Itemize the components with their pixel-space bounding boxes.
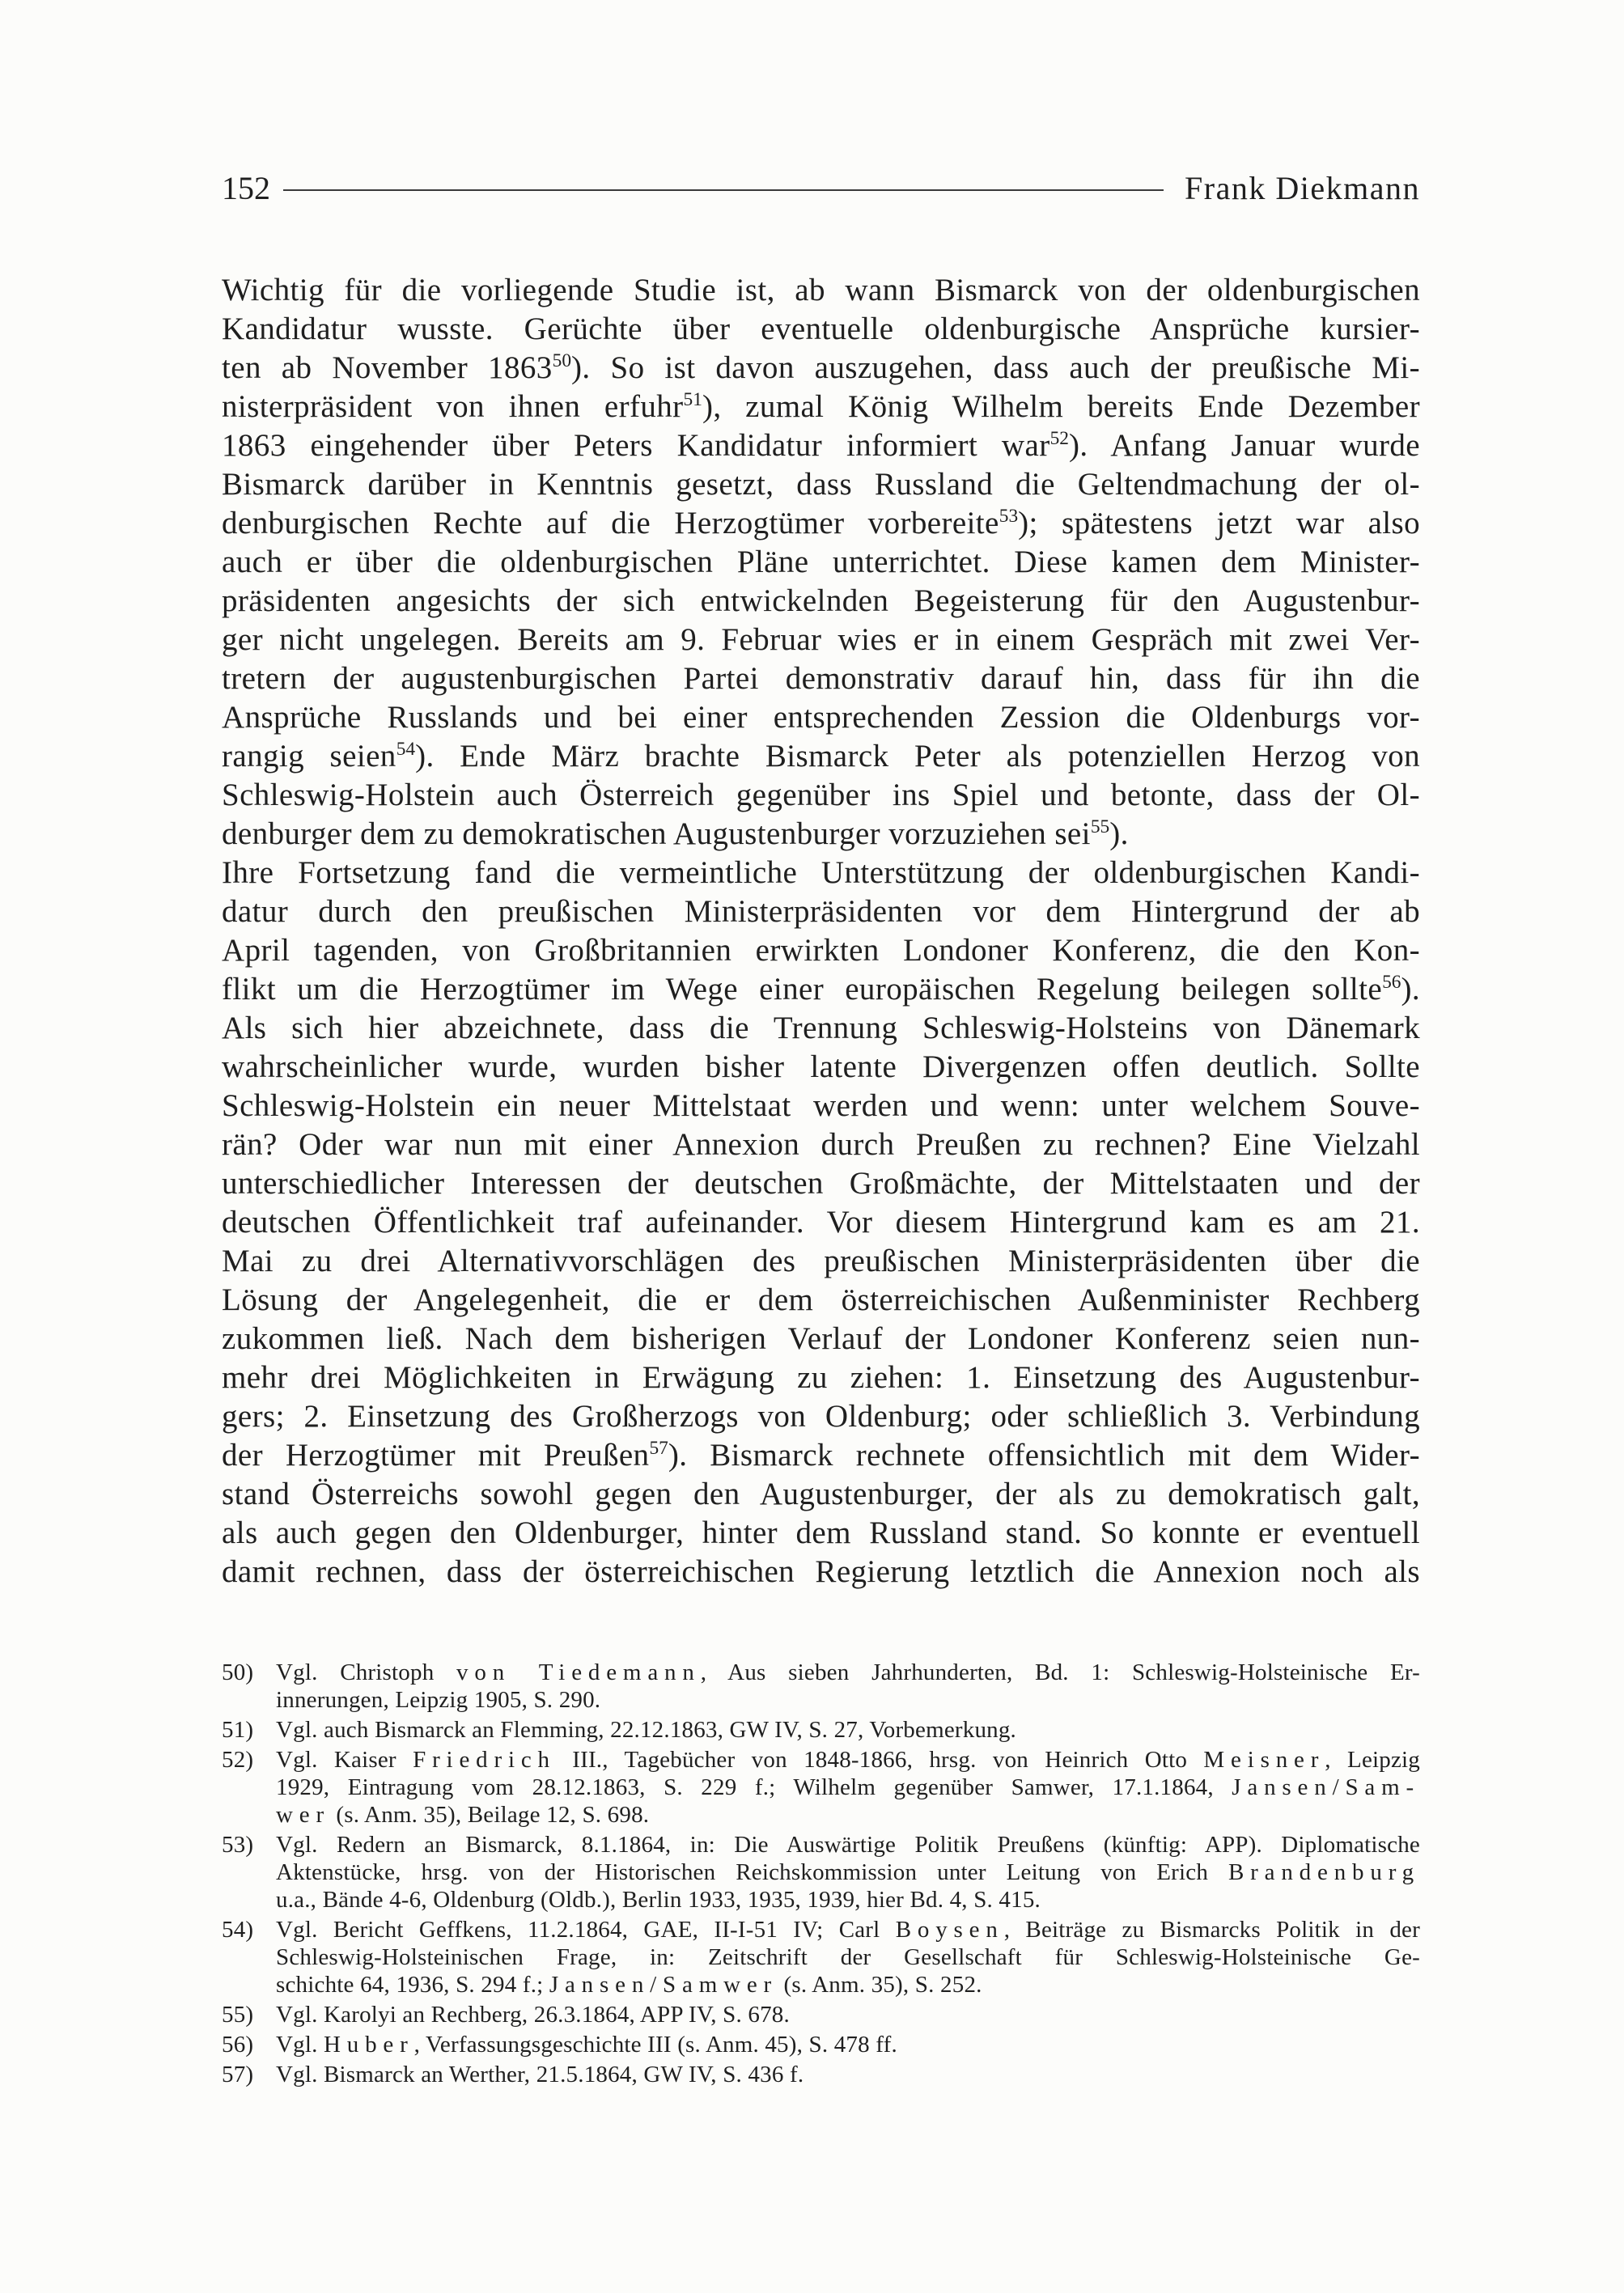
footnote-text <box>276 2001 1420 2028</box>
footnote-line <box>276 2061 1420 2088</box>
text-run: rän? Oder war nun mit einer Annexion durch Preußen zu rechnen? Eine Vielzahl <box>222 1127 1420 1162</box>
footnote-number: 55) <box>222 2002 254 2028</box>
footnote-line <box>276 2031 1420 2058</box>
footnote-reference: 54 <box>396 738 416 760</box>
text-run: ). Ende März brachte Bismarck Peter als potenziellen Herzog von <box>415 739 1420 774</box>
footnote-reference: 53 <box>999 505 1019 527</box>
footnote-line <box>276 1686 1420 1714</box>
text-run: mehr drei Möglichkeiten in Erwägung zu ziehen: 1. Einsetzung des Augustenbur- <box>222 1360 1420 1395</box>
body-line <box>222 1358 1420 1397</box>
text-run: auch er über die oldenburgischen Pläne unterrichtet. Diese kamen dem Minister- <box>222 545 1420 579</box>
body-line <box>222 1436 1420 1475</box>
text-run: Vgl. Christoph <box>276 1659 457 1685</box>
header-rule <box>283 189 1164 191</box>
text-run: Vgl. auch Bismarck an Flemming, 22.12.1863, GW IV, S. 27, Vorbemerkung. <box>276 1717 1017 1743</box>
text-run: schichte 64, 1936, S. 294 f.; <box>276 1972 549 1998</box>
letterspaced-name: Jansen/Samwer <box>549 1972 778 1998</box>
text-run: (s. Anm. 35), S. 252. <box>778 1972 982 1998</box>
text-run: Schleswig-Holstein auch Österreich gegenüber ins Spiel und betonte, dass der Ol- <box>222 778 1420 812</box>
body-line <box>222 1320 1420 1358</box>
text-run: April tagenden, von Großbritannien erwirkten Londoner Konferenz, die den Kon- <box>222 933 1420 968</box>
footnotes <box>222 1659 1420 2091</box>
body-line <box>222 1553 1420 1592</box>
footnote-number: 53) <box>222 1832 254 1858</box>
body-line <box>222 621 1420 659</box>
text-run: (s. Anm. 35), Beilage 12, S. 698. <box>329 1802 650 1828</box>
text-run: Ihre Fortsetzung fand die vermeintliche Unterstützung der oldenburgischen Kandi- <box>222 855 1420 890</box>
body-line <box>222 504 1420 543</box>
body-line <box>222 970 1420 1009</box>
footnote-text <box>276 1746 1420 1829</box>
text-run: innerungen, Leipzig 1905, S. 290. <box>276 1687 601 1713</box>
footnote-text <box>276 1716 1420 1744</box>
body-line <box>222 659 1420 698</box>
footnote-number: 56) <box>222 2032 254 2058</box>
text-run: Vgl. Karolyi an Rechberg, 26.3.1864, APP IV, S. 678. <box>276 2002 790 2028</box>
running-header <box>222 169 1420 208</box>
footnote-number: 51) <box>222 1717 254 1743</box>
footnote-reference: 50 <box>552 350 572 371</box>
text-run: Vgl. Redern an Bismarck, 8.1.1864, in: Die Auswärtige Politik Preußens (künftig: APP). Diplomatische <box>276 1832 1420 1858</box>
body-line <box>222 1125 1420 1164</box>
text-run: flikt um die Herzogtümer im Wege einer europäischen Regelung beilegen sollte <box>222 972 1383 1007</box>
footnote-line <box>276 1831 1420 1859</box>
footnote <box>222 2061 1420 2088</box>
body-line <box>222 698 1420 737</box>
text-run: wahrscheinlicher wurde, wurden bisher latente Divergenzen offen deutlich. Sollte <box>222 1049 1420 1084</box>
paragraph <box>222 271 1420 854</box>
footnote-line <box>276 1916 1420 1943</box>
footnote-number: 54) <box>222 1917 254 1943</box>
body-line <box>222 1242 1420 1281</box>
text-run: Vgl. <box>276 2032 324 2058</box>
body-line <box>222 737 1420 776</box>
footnote-reference: 51 <box>683 388 702 410</box>
footnote <box>222 2001 1420 2028</box>
text-run: Als sich hier abzeichnete, dass die Trennung Schleswig-Holsteins von Dänemark <box>222 1011 1420 1045</box>
text-run: als auch gegen den Oldenburger, hinter dem Russland stand. So konnte er eventuell <box>222 1515 1420 1550</box>
text-run: Kandidatur wusste. Gerüchte über eventuelle oldenburgische Ansprüche kursier- <box>222 312 1420 346</box>
body-line <box>222 1475 1420 1514</box>
body-line <box>222 582 1420 621</box>
body-line <box>222 931 1420 970</box>
footnote-line <box>276 1886 1420 1914</box>
footnote <box>222 2031 1420 2058</box>
footnote-number: 52) <box>222 1747 254 1773</box>
footnote-text <box>276 1659 1420 1714</box>
footnote-line <box>276 2001 1420 2028</box>
text-run: datur durch den preußischen Ministerpräsidenten vor dem Hintergrund der ab <box>222 894 1420 929</box>
footnote-text <box>276 2061 1420 2088</box>
letterspaced-name: wer <box>276 1802 330 1828</box>
text-run: ). Anfang Januar wurde <box>1068 428 1420 463</box>
body-line <box>222 776 1420 815</box>
footnote <box>222 1659 1420 1714</box>
text-run: III., Tagebücher von 1848-1866, hrsg. von Heinrich Otto <box>555 1747 1204 1773</box>
text-run: denburger dem zu demokratischen Augustenburger vorzuziehen sei <box>222 816 1091 851</box>
footnote-text <box>276 1831 1420 1914</box>
footnote-line <box>276 1801 1420 1829</box>
footnote <box>222 1716 1420 1744</box>
body-line <box>222 854 1420 892</box>
body-line <box>222 465 1420 504</box>
text-run: damit rechnen, dass der österreichischen Regierung letztlich die Annexion noch als <box>222 1554 1420 1589</box>
footnote-text <box>276 2031 1420 2058</box>
text-run: Vgl. Kaiser <box>276 1747 413 1773</box>
text-run: Schleswig-Holstein ein neuer Mittelstaat werden und wenn: unter welchem Souve- <box>222 1088 1420 1123</box>
text-run: Wichtig für die vorliegende Studie ist, ab wann Bismarck von der oldenburgischen <box>222 273 1420 307</box>
text-run: u.a., Bände 4-6, Oldenburg (Oldb.), Berlin 1933, 1935, 1939, hier Bd. 4, S. 415. <box>276 1887 1041 1913</box>
body-line <box>222 1087 1420 1125</box>
text-run: , Leipzig <box>1325 1747 1421 1773</box>
footnote-number: 50) <box>222 1659 254 1685</box>
text-run: 1929, Eintragung vom 28.12.1863, S. 229 f.; Wilhelm gegenüber Samwer, 17.1.1864, <box>276 1774 1232 1800</box>
body-line <box>222 388 1420 426</box>
footnote-reference: 56 <box>1382 971 1401 993</box>
text-run: ), zumal König Wilhelm bereits Ende Dezember <box>702 389 1421 424</box>
footnote <box>222 1831 1420 1914</box>
footnote-line <box>276 1859 1420 1886</box>
text-run: ); spätestens jetzt war also <box>1018 506 1420 540</box>
text-run: denburgischen Rechte auf die Herzogtümer vorbereite <box>222 506 999 540</box>
body-line <box>222 271 1420 310</box>
footnote <box>222 1916 1420 1998</box>
text-run: nisterpräsident von ihnen erfuhr <box>222 389 684 424</box>
letterspaced-name: Friedrich <box>413 1747 556 1773</box>
body-line <box>222 815 1420 854</box>
letterspaced-name: Jansen/Sam- <box>1232 1774 1420 1800</box>
body-text <box>222 271 1420 1592</box>
text-run: 1863 eingehender über Peters Kandidatur informiert war <box>222 428 1050 463</box>
footnote-line <box>276 1971 1420 1998</box>
text-run: der Herzogtümer mit Preußen <box>222 1438 650 1473</box>
body-line <box>222 1009 1420 1048</box>
footnote-line <box>276 1716 1420 1744</box>
text-run: zukommen ließ. Nach dem bisherigen Verlauf der Londoner Konferenz seien nun- <box>222 1321 1420 1356</box>
text-run: ger nicht ungelegen. Bereits am 9. Februar wies er in einem Gespräch mit zwei Ver- <box>222 622 1420 657</box>
text-run: ). Bismarck rechnete offensichtlich mit dem Wider- <box>668 1438 1420 1473</box>
text-run: deutschen Öffentlichkeit traf aufeinander. Vor diesem Hintergrund kam es am 21. <box>222 1205 1420 1240</box>
paragraph <box>222 854 1420 1592</box>
letterspaced-name: Huber <box>324 2032 414 2058</box>
footnote-reference: 52 <box>1049 427 1069 449</box>
page-number: 152 <box>222 170 270 206</box>
footnote-line <box>276 1746 1420 1774</box>
letterspaced-name: Brandenburg <box>1228 1859 1420 1885</box>
body-line <box>222 543 1420 582</box>
text-run: Vgl. Bericht Geffkens, 11.2.1864, GAE, II-I-51 IV; Carl <box>276 1917 896 1943</box>
text-run: Bismarck darüber in Kenntnis gesetzt, dass Russland die Geltendmachung der ol- <box>222 467 1420 502</box>
text-run: unterschiedlicher Interessen der deutschen Großmächte, der Mittelstaaten und der <box>222 1166 1420 1201</box>
text-run: gers; 2. Einsetzung des Großherzogs von Oldenburg; oder schließlich 3. Verbindung <box>222 1399 1420 1434</box>
footnote-line <box>276 1659 1420 1686</box>
text-run: Mai zu drei Alternativvorschlägen des preußischen Ministerpräsidenten über die <box>222 1244 1420 1278</box>
text-run: , Beiträge zu Bismarcks Politik in der <box>1003 1917 1420 1943</box>
body-line <box>222 1397 1420 1436</box>
footnote <box>222 1746 1420 1829</box>
text-run: Vgl. Bismarck an Werther, 21.5.1864, GW IV, S. 436 f. <box>276 2062 804 2087</box>
text-run: Lösung der Angelegenheit, die er dem österreichischen Außenminister Rechberg <box>222 1282 1420 1317</box>
body-line <box>222 1514 1420 1553</box>
letterspaced-name: Meisner <box>1203 1747 1325 1773</box>
text-run: ten ab November 1863 <box>222 350 553 385</box>
body-line <box>222 1164 1420 1203</box>
text-run: stand Österreichs sowohl gegen den Augustenburger, der als zu demokratisch galt, <box>222 1477 1420 1511</box>
body-line <box>222 1203 1420 1242</box>
letterspaced-name: Boysen <box>895 1917 1004 1943</box>
footnote-text <box>276 1916 1420 1998</box>
text-run: ). <box>1401 972 1420 1007</box>
running-head-author: Frank Diekmann <box>1185 170 1420 206</box>
footnote-number: 57) <box>222 2062 254 2087</box>
body-line <box>222 892 1420 931</box>
letterspaced-name: von Tiedemann <box>456 1659 701 1685</box>
body-line <box>222 349 1420 388</box>
footnote-reference: 55 <box>1090 816 1110 837</box>
text-run: präsidenten angesichts der sich entwickelnden Begeisterung für den Augustenbur- <box>222 583 1420 618</box>
text-run: ). So ist davon auszugehen, dass auch der preußische Mi- <box>571 350 1420 385</box>
text-run: Schleswig-Holsteinischen Frage, in: Zeitschrift der Gesellschaft für Schleswig-Holsteinische Ge- <box>276 1944 1420 1970</box>
footnote-line <box>276 1943 1420 1971</box>
body-line <box>222 1048 1420 1087</box>
text-run: , Aus sieben Jahrhunderten, Bd. 1: Schleswig-Holsteinische Er- <box>700 1659 1420 1685</box>
body-line <box>222 310 1420 349</box>
text-run: ). <box>1109 816 1129 851</box>
text-run: Aktenstücke, hrsg. von der Historischen Reichskommission unter Leitung von Erich <box>276 1859 1228 1885</box>
text-run: , Verfassungsgeschichte III (s. Anm. 45), S. 478 ff. <box>413 2032 897 2058</box>
text-run: rangig seien <box>222 739 396 774</box>
body-line <box>222 1281 1420 1320</box>
footnote-line <box>276 1774 1420 1801</box>
body-line <box>222 426 1420 465</box>
text-run: Ansprüche Russlands und bei einer entsprechenden Zession die Oldenburgs vor- <box>222 700 1420 735</box>
footnote-reference: 57 <box>649 1437 668 1459</box>
text-run: tretern der augustenburgischen Partei demonstrativ darauf hin, dass für ihn die <box>222 661 1420 696</box>
